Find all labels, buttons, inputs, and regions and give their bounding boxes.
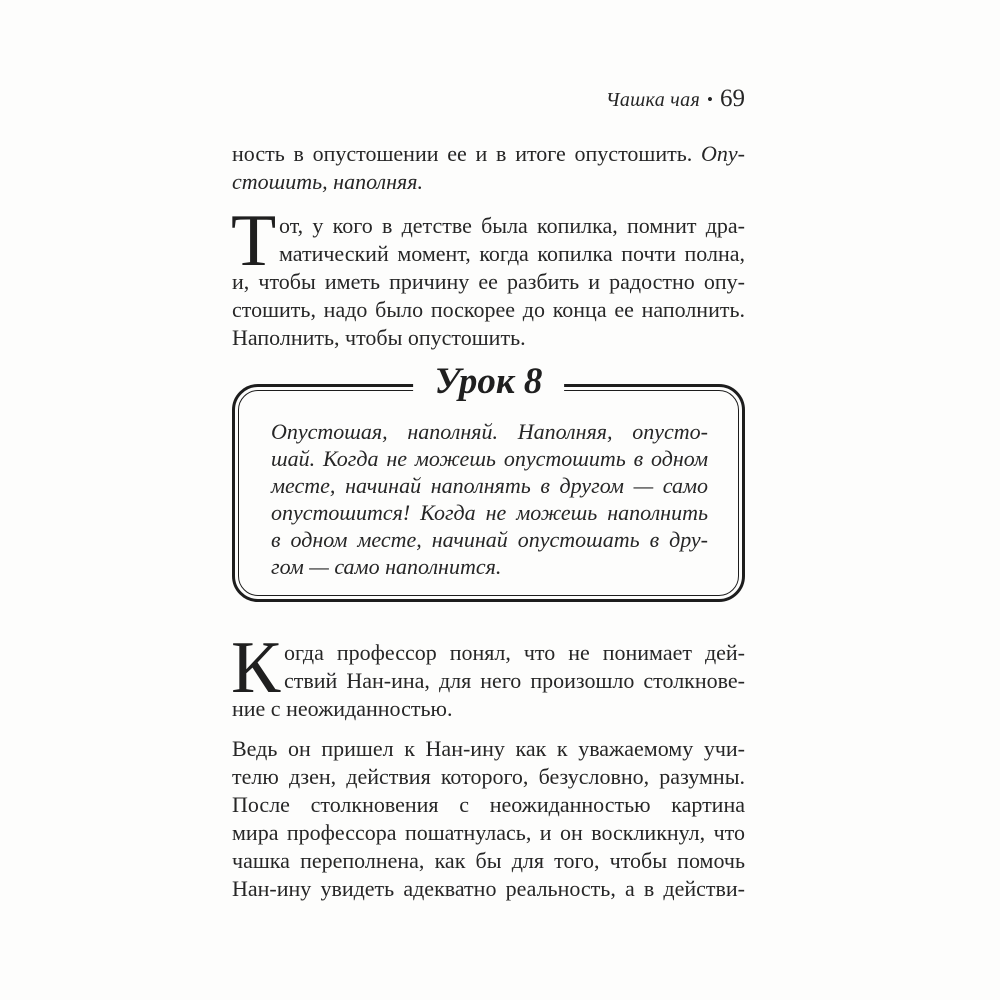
text-line: от, у кого в детстве была копилка, помнит дра- [279,213,745,238]
drop-cap-t: Т [231,200,277,282]
lesson-line: шай. Когда не можешь опустошить в одном [271,446,708,471]
running-head [232,85,745,112]
header-separator-dot: • [707,90,713,109]
text-line: чашка переполнена, как бы для того, чтобы помочь [232,848,745,873]
text-line: Ведь он пришел к Нан-ину как к уважаемому учи- [232,736,745,761]
lesson-line: Опустошая, наполняй. Наполняя, опусто- [271,419,708,444]
text-line: телю дзен, действия которого, безусловно, разумны. [232,764,745,789]
lesson-line: месте, начинай наполнять в другом — само [271,473,708,498]
text-line: Нан-ину увидеть адекватно реальность, а в действи- [232,876,745,901]
text-line: ние с неожиданностью. [232,696,453,721]
lesson-line: гом — само наполнится. [271,554,502,579]
text-line: стошить, наполняя. [232,169,423,194]
text-line: ствий Нан-ина, для него произошло столкнове- [284,668,745,693]
text-line: стошить, надо было поскорее до конца ее наполнить. [232,297,745,322]
paragraph-dropcap-k [231,627,745,723]
lesson-box-title: Урок 8 [413,359,565,405]
lesson-box [232,361,745,602]
text-run: ность в опустошении ее и в итоге опустошить. [232,141,702,166]
paragraph-continuation [232,140,745,196]
text-line: Наполнить, чтобы опустошить. [232,325,526,350]
text-column [232,85,745,903]
text-line: и, чтобы иметь причину ее разбить и радостно опу- [232,269,745,294]
drop-cap-k: К [231,627,281,709]
text-line: огда профессор понял, что не понимает дей- [284,640,745,665]
lesson-line: в одном месте, начинай опустошать в дру- [271,527,708,552]
running-title: Чашка чая [605,89,701,111]
text-line: мира профессора пошатнулась, и он воскликнул, что [232,820,745,845]
text-line: После столкновения с неожиданностью картина [232,792,745,817]
lesson-box-body [238,390,739,596]
page-number: 69 [720,85,745,112]
paragraph-final [232,735,745,903]
text-line [232,140,745,168]
lesson-line: опустошится! Когда не можешь наполнить [271,500,708,525]
paragraph-dropcap-t [231,200,745,352]
text-line: матический момент, когда копилка почти полна, [279,241,745,266]
text-run-italic: Опу- [701,141,745,166]
